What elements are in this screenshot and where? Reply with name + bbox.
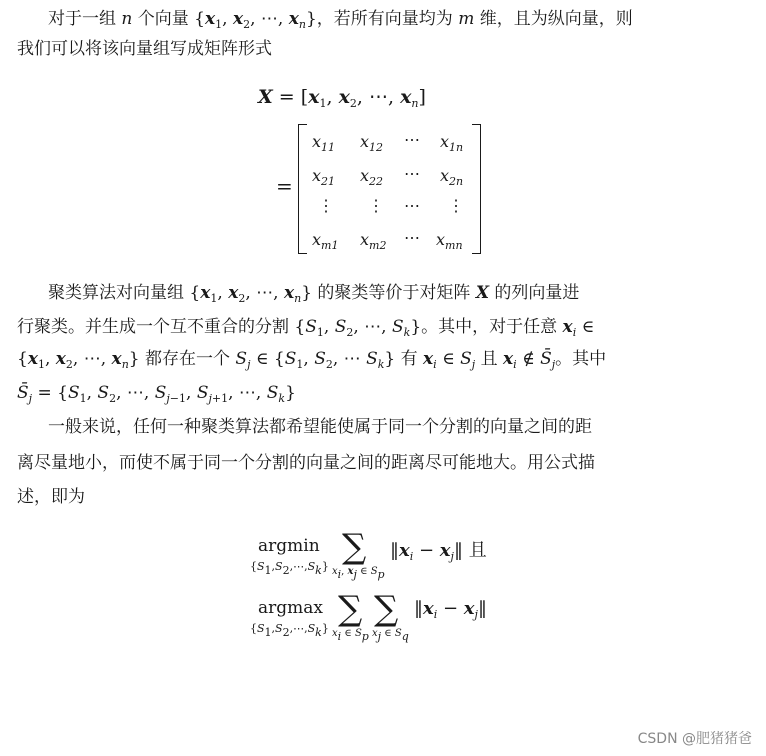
matrix-cell: ⋮ xyxy=(318,196,334,215)
matrix-cell: $x_{22}$ xyxy=(360,166,384,188)
matrix-cell: $x_{2n}$ xyxy=(440,166,464,188)
para3-line2: 离尽量地小，而使不属于同一个分割的向量之间的距离尽可能地大。用公式描 xyxy=(17,453,595,473)
matrix-left-bracket xyxy=(298,124,307,254)
equation-x-definition: $X = [x_1$, $x_2$, ⋯, $x_n$] xyxy=(258,86,426,110)
sum-subscript-inner: $x_j$ ∈ $S_q$ xyxy=(372,628,409,643)
matrix-cell: ⋯ xyxy=(404,228,420,247)
para2-line2: 行聚类。并生成一个互不重合的分割 {$S_1$, $S_2$, ⋯, $S_k$}。其中，对于任意 $x_i$ ∈ xyxy=(17,317,595,339)
norm-expression: $‖x_i$ − $x_j‖$ 且 xyxy=(390,540,487,563)
matrix-cell: $x_{21}$ xyxy=(312,166,336,188)
matrix-cell: $x_{m2}$ xyxy=(360,230,387,252)
para2-line1: 聚类算法对向量组 {$x_1$, $x_2$, ⋯, $x_n$} 的聚类等价于对矩阵 X 的列向量进 xyxy=(48,283,580,305)
para2-line3: {$x_1$, $x_2$, ⋯, $x_n$} 都存在一个 $S_j$ ∈ {$S_1$, $S_2$, ⋯ $S_k$} 有 $x_i$ ∈ $S_j$ 且 $x_i$ ∉ $S̄_j$。其中 xyxy=(17,349,607,371)
para1-line2: 我们可以将该向量组写成矩阵形式 xyxy=(17,39,272,59)
para2-line4: $S̄_j = \{S_1$, $S_2$, ⋯, $S_{j-1}$, $S_{j+1}$, ⋯, $S_k$} xyxy=(17,383,296,405)
formula-argmax xyxy=(250,590,550,646)
argmin-subscript: $\{S_1,S_2,\cdots,S_k\}$ xyxy=(250,560,329,577)
para3-line3: 述，即为 xyxy=(17,487,85,507)
sum-subscript: $x_i$, $x_j$ ∈ $S_p$ xyxy=(332,566,385,581)
matrix-cell: $x_{mn}$ xyxy=(436,230,463,252)
sum-symbol-outer: ∑ xyxy=(338,589,363,629)
matrix-cell: ⋮ xyxy=(368,196,384,215)
formula-argmin xyxy=(250,528,550,584)
matrix-equation xyxy=(276,120,496,260)
norm-expression: $‖x_i$ − $x_j‖$ xyxy=(414,598,487,621)
matrix-cell: ⋮ xyxy=(448,196,464,215)
matrix-cell: ⋯ xyxy=(404,130,420,149)
sum-symbol: ∑ xyxy=(342,527,367,567)
sum-symbol-inner: ∑ xyxy=(374,589,399,629)
matrix-right-bracket xyxy=(472,124,481,254)
matrix-cell: $x_{1n}$ xyxy=(440,132,464,154)
argmax-operator: argmax xyxy=(258,598,323,618)
matrix-cell: $x_{12}$ xyxy=(360,132,384,154)
matrix-cell: ⋯ xyxy=(404,196,420,215)
matrix-cell: $x_{m1}$ xyxy=(312,230,339,252)
argmax-subscript: $\{S_1,S_2,\cdots,S_k\}$ xyxy=(250,622,329,639)
matrix-cell: $x_{11}$ xyxy=(312,132,336,154)
argmin-operator: argmin xyxy=(258,536,320,556)
matrix-cell: ⋯ xyxy=(404,164,420,183)
para3-line1: 一般来说，任何一种聚类算法都希望能使属于同一个分割的向量之间的距 xyxy=(48,417,592,437)
sum-subscript-outer: $x_i$ ∈ $S_p$ xyxy=(332,628,369,643)
equals-sign: = xyxy=(276,174,293,198)
para1-line1: 对于一组 n 个向量 {$x_1$, $x_2$, ⋯, $x_n$}，若所有向量均为 m 维，且为纵向量，则 xyxy=(48,9,633,31)
watermark: CSDN @肥猪猪爸 xyxy=(637,731,752,747)
